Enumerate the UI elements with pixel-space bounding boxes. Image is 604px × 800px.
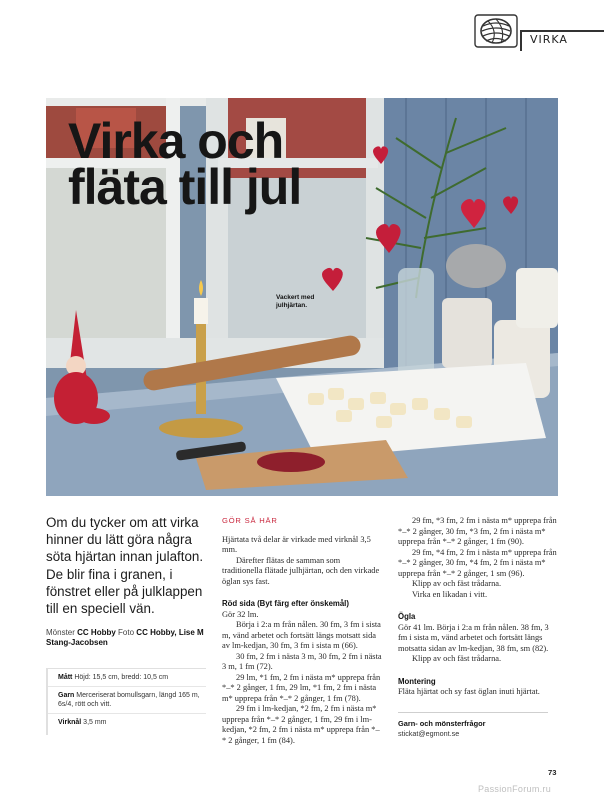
article-title: Virka och fläta till jul bbox=[68, 113, 302, 215]
loop-step-2: Klipp av och fäst trådarna. bbox=[412, 654, 502, 663]
hook-label: Virknål bbox=[58, 719, 82, 726]
measure-value: Höjd: 15,5 cm, bredd: 10,5 cm bbox=[74, 674, 169, 681]
red-step-8: Klipp av och fäst trådarna. bbox=[412, 579, 502, 588]
yarn-ball-icon bbox=[474, 14, 518, 48]
materials-box bbox=[46, 668, 206, 735]
red-side-heading: Röd sida (Byt färg efter önskemål) bbox=[222, 599, 349, 608]
credits bbox=[46, 628, 214, 648]
instructions-heading: GÖR SÅ HÄR bbox=[222, 516, 278, 525]
assembly-step-1: Fläta hjärtat och sy fast öglan inuti hjärtat. bbox=[398, 687, 540, 696]
assembly-heading: Montering bbox=[398, 676, 436, 686]
yarn-value: Merceriserat bomullsgarn, längd 165 m, 6s/4, rött och vitt. bbox=[58, 692, 200, 708]
credit-name-pattern: CC Hobby bbox=[77, 628, 116, 637]
red-step-6: 29 fm, *3 fm, 2 fm i nästa m* upprepa från *–* 2 gånger, 30 fm, *3 fm, 2 fm i nästa m* upprepa från *–* 2 gånger, 1 fm (90). bbox=[398, 516, 557, 546]
red-step-7: 29 fm, *4 fm, 2 fm i nästa m* upprepa från *–* 2 gånger, 30 fm, *4 fm, 2 fm i nästa m* upprepa från *–* 2 gånger, 1 sm (96). bbox=[398, 547, 557, 578]
red-step-1: Gör 32 lm. bbox=[222, 609, 259, 619]
instructions-intro-1: Hjärtata två delar är virkade med virknål 3,5 mm. bbox=[222, 534, 371, 554]
credit-name-photo: CC Hobby, Lise M Stang-Jacobsen bbox=[46, 628, 204, 647]
red-step-2: Börja i 2:a m från nålen. 30 fm, 3 fm i sista m, vänd arbetet och fortsätt längs motsatt sida av lm-kedjan, 30 fm, 3 fm i sista m (66). bbox=[222, 620, 381, 650]
red-step-9: Virka en likadan i vitt. bbox=[412, 589, 488, 599]
photo-caption: Vackert med julhjärtan. bbox=[276, 294, 315, 309]
watermark: PassionForum.ru bbox=[478, 784, 552, 794]
divider bbox=[48, 713, 206, 714]
contact-heading: Garn- och mönsterfrågor bbox=[398, 718, 486, 728]
yarn-line bbox=[58, 691, 206, 709]
measure-label: Mått bbox=[58, 674, 73, 681]
measure-line bbox=[58, 673, 206, 682]
instructions-intro-2: Därefter flätas de samman som traditionella flätade julhjärtan, och den virkade öglan sys fast. bbox=[222, 555, 380, 586]
section-label: VIRKA bbox=[530, 33, 568, 46]
red-step-5: 29 fm i lm-kedjan, *2 fm, 2 fm i nästa m* upprepa från *–* 2 gånger, 1 fm, 29 fm i lm-kedjan, *2 fm, 2 fm i nästa m* upprepa från *–* 2 gånger, 1 fm (84). bbox=[222, 704, 380, 745]
loop-heading: Ögla bbox=[398, 612, 416, 621]
credit-label-pattern: Mönster bbox=[46, 628, 75, 637]
instructions-column-1 bbox=[222, 516, 382, 746]
contact-email[interactable]: stickat@egmont.se bbox=[398, 729, 460, 738]
red-step-4: 29 lm, *1 fm, 2 fm i nästa m* upprepa från *–* 2 gånger, 1 fm, 29 lm, *1 fm, 2 fm i nästa m* upprepa från *–* 2 gånger, 1 fm (78). bbox=[222, 672, 381, 703]
instructions-column-2 bbox=[398, 516, 558, 740]
hook-line bbox=[58, 718, 206, 727]
lead-paragraph: Om du tycker om att virka hinner du lätt göra några söta hjärtan innan julafton. De blir fina i granen, i fönstret eller på julklappen till en speciell vän. bbox=[46, 515, 204, 617]
credit-label-photo: Foto bbox=[118, 628, 135, 637]
divider bbox=[398, 712, 548, 713]
divider bbox=[48, 686, 206, 687]
page-number: 73 bbox=[548, 768, 557, 777]
red-step-3: 30 fm, 2 fm i nästa 3 m, 30 fm, 2 fm i nästa 3 m, 1 fm (72). bbox=[222, 651, 382, 671]
hook-value: 3,5 mm bbox=[83, 719, 107, 726]
loop-step-1: Gör 41 lm. Börja i 2:a m från nålen. 38 fm, 3 fm i sista m, vänd arbetet och fortsätt längs motsatta sidan av lm-kedjan, 38 fm, sm (82). bbox=[398, 622, 549, 653]
yarn-label: Garn bbox=[58, 692, 75, 699]
